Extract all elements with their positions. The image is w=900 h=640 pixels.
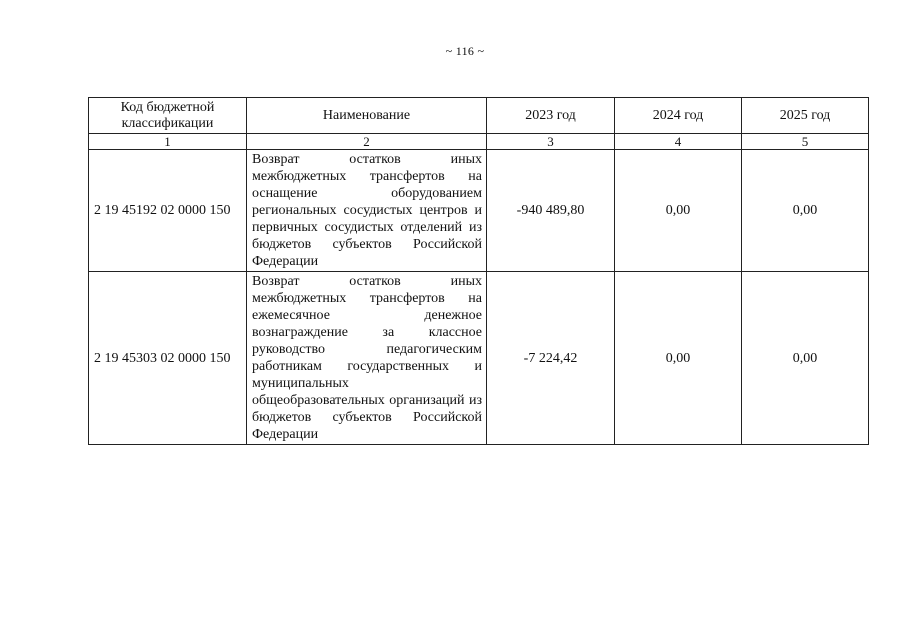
- header-2024: 2024 год: [615, 98, 742, 134]
- budget-table: [88, 97, 869, 445]
- amount-2023-cell: -7 224,42: [487, 272, 615, 445]
- amount-2025-cell: 0,00: [742, 272, 869, 445]
- amount-2024-cell: 0,00: [615, 150, 742, 272]
- table-row: [89, 150, 869, 272]
- column-number: 4: [615, 134, 742, 150]
- amount-2024-cell: 0,00: [615, 272, 742, 445]
- amount-2023-cell: -940 489,80: [487, 150, 615, 272]
- header-code: Код бюджетной классификации: [89, 98, 247, 134]
- column-number-row: [89, 134, 869, 150]
- name-cell: Возврат остатков иных межбюджетных трансфертов на оснащение оборудованием региональных сосудистых центров и первичных сосудистых отделений из бюджетов субъектов Российской Федерации: [247, 150, 487, 272]
- budget-code-cell: 2 19 45303 02 0000 150: [89, 272, 247, 445]
- header-2025: 2025 год: [742, 98, 869, 134]
- column-number: 3: [487, 134, 615, 150]
- budget-code-cell: 2 19 45192 02 0000 150: [89, 150, 247, 272]
- column-number: 2: [247, 134, 487, 150]
- header-2023: 2023 год: [487, 98, 615, 134]
- page-number: ~ 116 ~: [445, 44, 485, 58]
- column-number: 5: [742, 134, 869, 150]
- amount-2025-cell: 0,00: [742, 150, 869, 272]
- column-number: 1: [89, 134, 247, 150]
- header-name: Наименование: [247, 98, 487, 134]
- table-row: [89, 272, 869, 445]
- name-cell: Возврат остатков иных межбюджетных трансфертов на ежемесячное денежное вознаграждение за классное руководство педагогическим работникам государственных и муниципальных общеобразовательных организаций из бюджетов субъектов Российской Федерации: [247, 272, 487, 445]
- table-header-row: [89, 98, 869, 134]
